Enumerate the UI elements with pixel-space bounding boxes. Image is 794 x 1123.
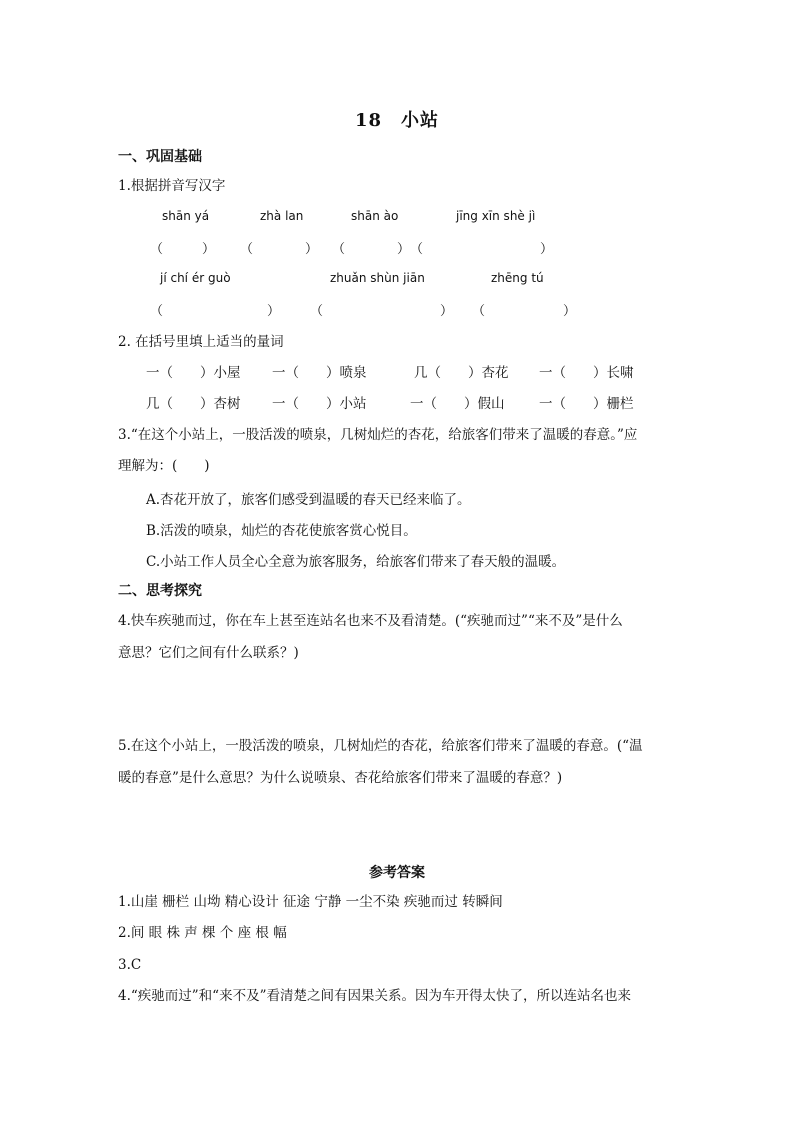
option-c[interactable]: C.小站工作人员全心全意为旅客服务，给旅客们带来了春天般的温暖。: [146, 554, 566, 570]
measure-word-item: 几（ ）杏树: [146, 396, 241, 412]
measure-word-item: 一（ ）小屋: [146, 365, 241, 381]
measure-word-item: 一（ ）长啸: [539, 365, 634, 381]
question-4-line2: 意思？它们之间有什么联系？): [118, 645, 299, 661]
option-a[interactable]: A.杏花开放了，旅客们感受到温暖的春天已经来临了。: [146, 492, 471, 508]
answers-heading: 参考答案: [369, 865, 425, 881]
section-heading-inquiry: 二、思考探究: [118, 583, 202, 599]
answer-blank[interactable]: （ ）: [332, 242, 411, 257]
pinyin-shanya: shān yá: [162, 209, 210, 223]
question-3-line2: 理解为：( ): [118, 458, 210, 474]
page-title: 18 小站: [354, 110, 440, 131]
answer-blank[interactable]: （ ）: [472, 304, 577, 319]
pinyin-jingxinsheji: jīng xīn shè jì: [456, 209, 536, 223]
answer-1: 1.山崖 栅栏 山坳 精心设计 征途 宁静 一尘不染 疾驰而过 转瞬间: [118, 894, 503, 910]
measure-word-item: 几（ ）杏花: [414, 365, 509, 381]
answer-blank[interactable]: （ ）: [150, 242, 216, 257]
question-5-line2: 暖的春意”是什么意思？为什么说喷泉、杏花给旅客们带来了温暖的春意？): [118, 770, 563, 786]
answer-blank[interactable]: （ ）: [310, 304, 454, 319]
section-heading-basics: 一、巩固基础: [118, 149, 202, 165]
measure-word-item: 一（ ）假山: [410, 396, 505, 412]
measure-word-item: 一（ ）小站: [272, 396, 367, 412]
option-b[interactable]: B.活泼的喷泉，灿烂的杏花使旅客赏心悦目。: [146, 523, 417, 539]
question-1-label: 1.根据拼音写汉字: [118, 178, 226, 194]
question-4-line1: 4.快车疾驰而过，你在车上甚至连站名也来不及看清楚。(“疾驰而过”“来不及”是什么: [118, 613, 623, 629]
answer-blank[interactable]: （ ）: [240, 242, 319, 257]
answer-2: 2.间 眼 株 声 棵 个 座 根 幅: [118, 925, 287, 941]
answer-4: 4.“疾驰而过”和“来不及”看清楚之间有因果关系。因为车开得太快了，所以连站名也来: [118, 988, 631, 1004]
pinyin-zhengtu: zhēng tú: [491, 271, 544, 285]
question-5-line1: 5.在这个小站上，一股活泼的喷泉，几树灿烂的杏花，给旅客们带来了温暖的春意。(“温: [118, 738, 643, 754]
pinyin-zhalan: zhà lan: [260, 209, 304, 223]
pinyin-zhuanshunjian: zhuǎn shùn jiān: [330, 271, 425, 285]
measure-word-item: 一（ ）栅栏: [539, 396, 634, 412]
answer-blank[interactable]: （ ）: [150, 304, 281, 319]
pinyin-jichierguo: jí chí ér guò: [160, 271, 231, 285]
question-3-line1: 3.“在这个小站上，一股活泼的喷泉，几树灿烂的杏花，给旅客们带来了温暖的春意。”应: [118, 427, 638, 443]
answer-3: 3.C: [118, 957, 142, 973]
pinyin-shanao: shān ào: [351, 209, 399, 223]
answer-blank[interactable]: （ ）: [410, 242, 554, 257]
measure-word-item: 一（ ）喷泉: [272, 365, 367, 381]
question-2-label: 2. 在括号里填上适当的量词: [118, 334, 284, 350]
